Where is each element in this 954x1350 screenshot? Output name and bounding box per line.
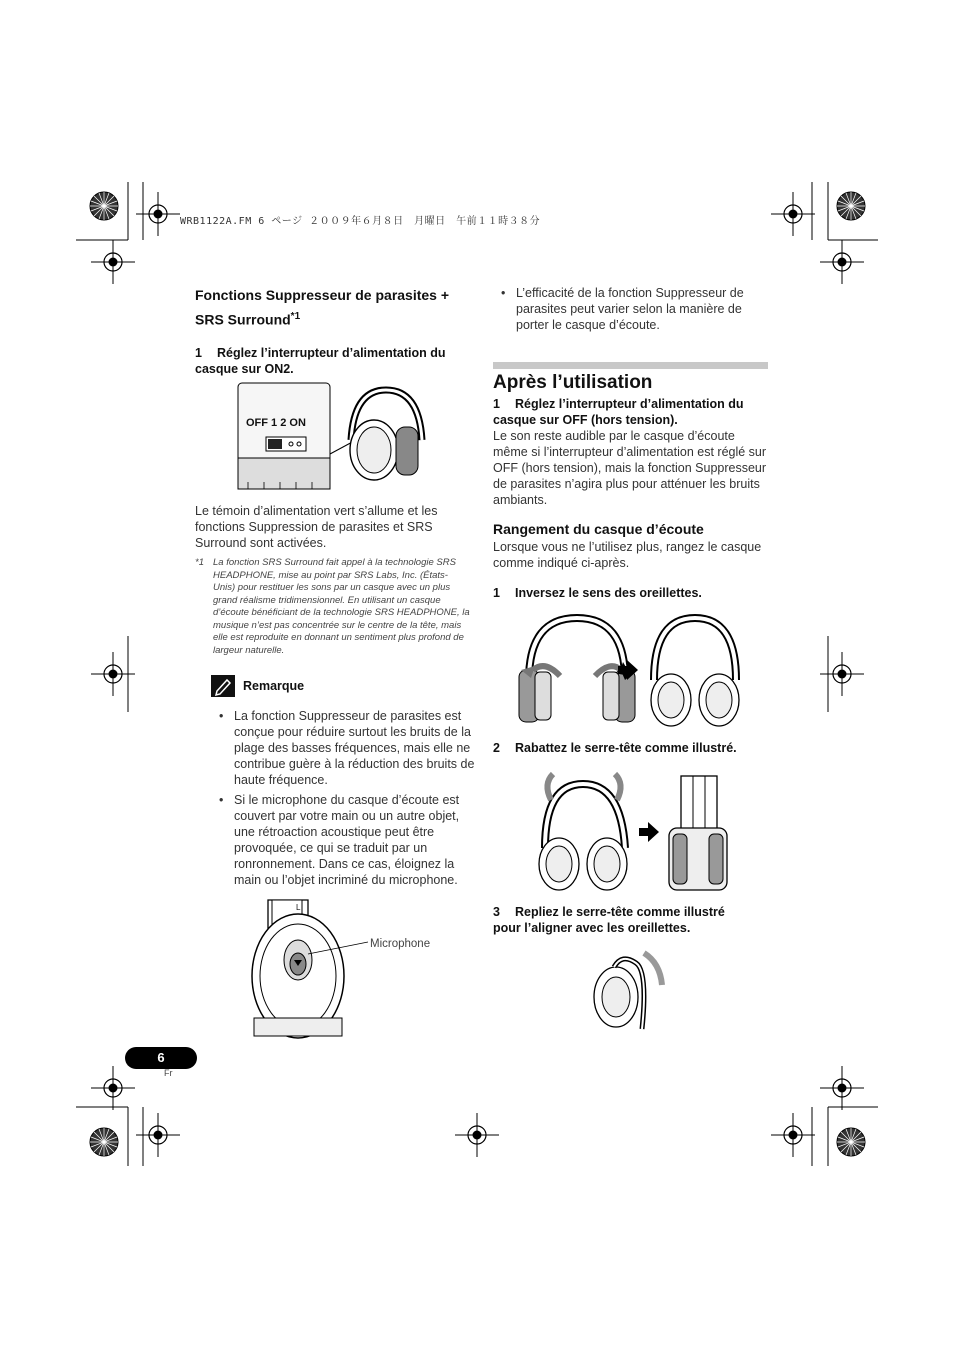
- microphone-illustration: [250, 898, 450, 1038]
- page-number: 6: [157, 1050, 165, 1065]
- step-number: 1: [493, 397, 500, 411]
- note-bullets: [211, 708, 476, 888]
- fold-headband-illustration: [533, 770, 733, 892]
- step-number: 1: [493, 586, 500, 600]
- right-column: [493, 372, 771, 601]
- pencil-icon: [211, 675, 235, 697]
- subsection-title: Rangement du casque d’écoute: [493, 521, 704, 537]
- section-title-line2: SRS Surround: [195, 311, 291, 328]
- step-number: 3: [493, 905, 500, 919]
- section-title-line1: Fonctions Suppresseur de parasites +: [195, 287, 450, 303]
- step-text-line1: Réglez l’interrupteur d’alimentation du: [515, 397, 744, 411]
- storage-step-3: [493, 904, 771, 936]
- microphone-label: Microphone: [370, 938, 431, 950]
- off-paragraph: Le son reste audible par le casque d’écoute même si l’interrupteur d’alimentation est réglé sur OFF (hors tension), mais la fonction Suppresseur de parasites n’agira plus pour atténuer les bruits ambiants.: [493, 429, 767, 507]
- step-text-line2: casque sur OFF (hors tension).: [493, 413, 678, 427]
- step-text-line1: Réglez l’interrupteur d’alimentation du: [217, 345, 446, 360]
- storage-step-1: [493, 585, 771, 601]
- step-1: [195, 345, 475, 377]
- footnote-mark: *1: [195, 557, 204, 568]
- align-headband-illustration: [592, 945, 672, 1037]
- language-code: Fr: [164, 1068, 173, 1078]
- step-number: 1: [195, 345, 202, 360]
- footnote-text: La fonction SRS Surround fait appel à la technologie SRS HEADPHONE, mise au point par SRS Labs, Inc. (États-Unis) pour restituer les sons par un casque avec un plus grand réalisme tridimensionnel. En utilisant un casque d’écoute bénéficiant de la technologie SRS HEADPHONE, la musique n’est pas concentrée sur le centre de la tête, mais elle est reproduite en donnant un sentiment plus profond de largeur naturelle.: [213, 557, 470, 656]
- step-text-line2: pour l’aligner avec les oreillettes.: [493, 921, 691, 935]
- right-arrow-icon: [638, 822, 660, 842]
- list-item: • L’efficacité de la fonction Suppresseur de parasites peut varier selon la manière de porter le casque d’écoute.: [493, 285, 771, 333]
- step-text-line1: Repliez le serre-tête comme illustré: [515, 905, 725, 919]
- note-title: Remarque: [243, 679, 305, 693]
- section-title: Après l’utilisation: [493, 372, 653, 393]
- ear-letter: L: [296, 903, 301, 912]
- switch-label: OFF 1 2 ON: [246, 417, 306, 429]
- section-title: [195, 284, 475, 331]
- file-info-header: WRB1122A.FM 6 ページ ２００９年６月８日 月曜日 午前１１時３８分: [180, 216, 541, 227]
- note-box: [211, 675, 476, 892]
- power-led-paragraph: Le témoin d’alimentation vert s’allume et les fonctions Suppression de parasites et SRS Surround sont activées.: [195, 504, 438, 550]
- footnote: [195, 557, 470, 657]
- storage-paragraph: Lorsque vous ne l’utilisez plus, rangez le casque comme indiqué ci-après.: [493, 540, 762, 570]
- step-text-line2: casque sur ON2.: [195, 361, 294, 376]
- page-number-badge: [125, 1047, 197, 1069]
- step-number: 2: [493, 741, 500, 755]
- step-1: [493, 396, 771, 428]
- power-switch-illustration: [236, 382, 432, 492]
- list-item: • Si le microphone du casque d’écoute est couvert par votre main ou un autre objet, une rétroaction acoustique peut être provoquée, ce qui se traduit par un ronronnement. Dans ce cas, éloignez la main ou l’objet incriminé du microphone.: [211, 792, 476, 888]
- list-item: • La fonction Suppresseur de parasites est conçue pour réduire surtout les bruits de la plage des basses fréquences, mais elle ne contribue guère à la réduction des bruits de haute fréquence.: [211, 708, 476, 788]
- footnote-ref: *1: [290, 311, 301, 322]
- storage-step-2: [493, 740, 737, 756]
- right-top-note: [493, 285, 771, 337]
- step-text: Inversez le sens des oreillettes.: [515, 586, 702, 600]
- step-text: Rabattez le serre-tête comme illustré.: [515, 741, 737, 755]
- left-column: [195, 284, 475, 377]
- section-divider: [493, 362, 768, 369]
- right-arrow-icon: [617, 660, 639, 680]
